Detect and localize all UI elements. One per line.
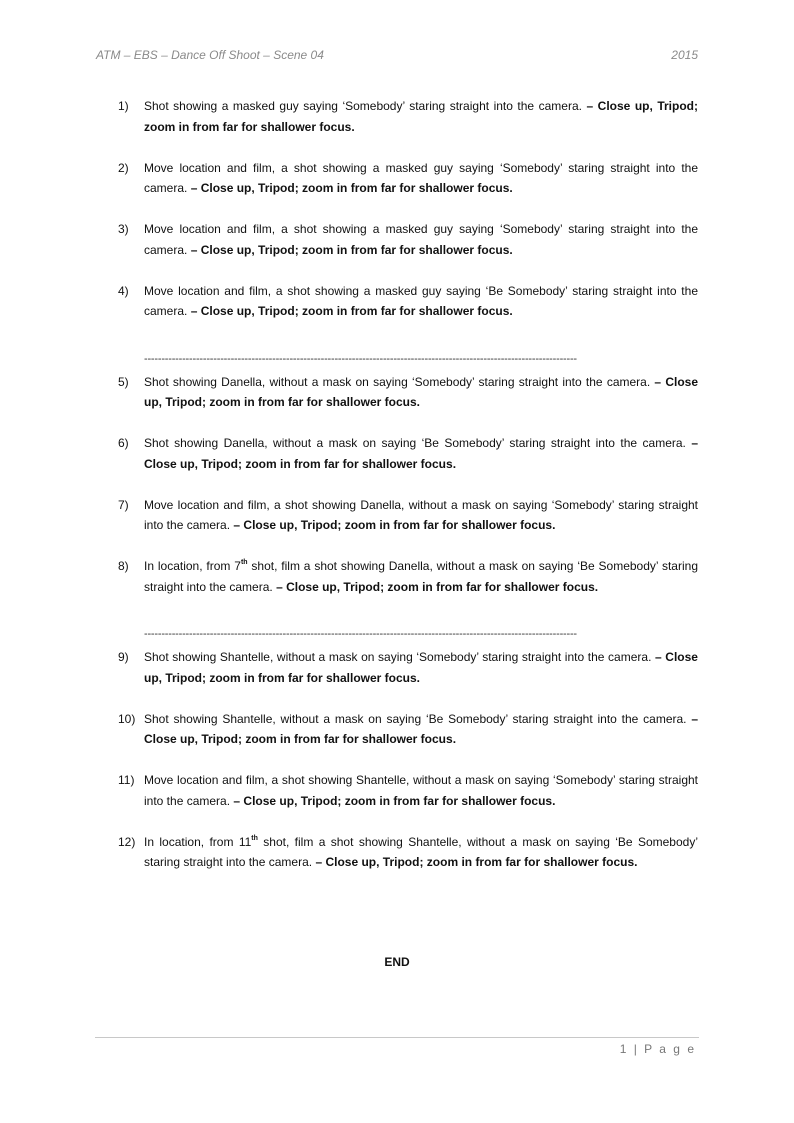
shot-spec: – Close up, Tripod; zoom in from far for shallower focus. xyxy=(276,579,599,594)
list-item xyxy=(118,372,698,413)
item-number: 6) xyxy=(118,436,129,450)
shot-spec: – Close up, Tripod; zoom in from far for shallower focus. xyxy=(190,242,513,257)
shot-spec: – Close up, Tripod; zoom in from far for shallower focus. xyxy=(190,181,513,195)
item-text: Shot showing Shantelle, without a mask on saying ‘Be Somebody’ staring straight into the camera. – Close up, Tripod; zoom in from far for shallower focus. xyxy=(144,711,698,746)
section-divider: ----------------------------------------------------------------------------------------------------------------------------- xyxy=(144,628,577,640)
section-divider: ----------------------------------------------------------------------------------------------------------------------------- xyxy=(144,352,577,365)
shot-spec: – Close up, Tripod; zoom in from far for shallower focus. xyxy=(233,518,556,532)
item-text: Move location and film, a shot showing Danella, without a mask on saying ‘Somebody’ staring straight into the camera. – Close up, Tripod; zoom in from far for shallower focus. xyxy=(144,497,698,532)
item-number: 7) xyxy=(118,497,129,512)
list-item xyxy=(118,556,698,597)
end-marker: END xyxy=(384,955,410,969)
list-item xyxy=(118,495,698,536)
list-item xyxy=(118,219,698,260)
page-header xyxy=(96,48,698,64)
item-text: In location, from 7th shot, film a shot showing Danella, without a mask on saying ‘Be Somebody’ staring straight into the camera. – Close up, Tripod; zoom in from far for shallower focus. xyxy=(144,559,698,594)
shot-spec: – Close up, Tripod; zoom in from far for shallower focus. xyxy=(144,711,698,746)
item-number: 2) xyxy=(118,160,129,175)
shot-spec: – Close up, Tripod; zoom in from far for shallower focus. xyxy=(144,374,698,409)
shot-spec: – Close up, Tripod; zoom in from far for shallower focus. xyxy=(144,99,698,134)
header-year: 2015 xyxy=(671,48,698,62)
item-number: 11) xyxy=(118,773,135,787)
list-item xyxy=(118,158,698,199)
shot-spec: – Close up, Tripod; zoom in from far for shallower focus. xyxy=(190,304,513,318)
shot-spec: – Close up, Tripod; zoom in from far for shallower focus. xyxy=(144,436,698,471)
item-number: 5) xyxy=(118,374,129,389)
item-number: 4) xyxy=(118,283,129,298)
item-number: 8) xyxy=(118,559,129,573)
item-number: 3) xyxy=(118,222,129,236)
list-item xyxy=(118,770,698,811)
item-text: Move location and film, a shot showing a masked guy saying ‘Somebody’ staring straight into the camera. – Close up, Tripod; zoom in from far for shallower focus. xyxy=(144,160,698,195)
item-text: Shot showing a masked guy saying ‘Somebody’ staring straight into the camera. – Close up, Tripod; zoom in from far for shallower focus. xyxy=(144,99,698,134)
header-title: ATM – EBS – Dance Off Shoot – Scene 04 xyxy=(96,48,324,62)
shot-spec: – Close up, Tripod; zoom in from far for shallower focus. xyxy=(233,793,556,808)
item-text: Shot showing Danella, without a mask on saying ‘Somebody’ staring straight into the camera. – Close up, Tripod; zoom in from far for shallower focus. xyxy=(144,374,698,409)
item-text: Move location and film, a shot showing a masked guy saying ‘Somebody’ staring straight into the camera. – Close up, Tripod; zoom in from far for shallower focus. xyxy=(144,222,698,257)
item-text: Shot showing Danella, without a mask on saying ‘Be Somebody’ staring straight into the camera. – Close up, Tripod; zoom in from far for shallower focus. xyxy=(144,436,698,471)
list-item xyxy=(118,832,698,873)
item-text: Move location and film, a shot showing a masked guy saying ‘Be Somebody’ staring straight into the camera. – Close up, Tripod; zoom in from far for shallower focus. xyxy=(144,283,698,318)
item-number: 9) xyxy=(118,650,129,664)
item-number: 1) xyxy=(118,99,129,113)
list-item xyxy=(118,433,698,474)
item-text: Shot showing Shantelle, without a mask on saying ‘Somebody’ staring straight into the camera. – Close up, Tripod; zoom in from far for shallower focus. xyxy=(144,650,698,685)
shot-list xyxy=(118,96,698,873)
page-number: 1 | P a g e xyxy=(619,1042,696,1056)
list-item xyxy=(118,96,698,137)
item-number: 12) xyxy=(118,834,136,849)
footer-divider xyxy=(95,1037,699,1038)
list-item xyxy=(118,709,698,750)
item-number: 10) xyxy=(118,711,136,726)
list-item xyxy=(118,281,698,322)
item-text: Move location and film, a shot showing Shantelle, without a mask on saying ‘Somebody’ staring straight into the camera. – Close up, Tripod; zoom in from far for shallower focus. xyxy=(144,773,698,808)
item-text: In location, from 11th shot, film a shot showing Shantelle, without a mask on saying ‘Be Somebody’ staring straight into the camera. – Close up, Tripod; zoom in from far for shallower focus. xyxy=(144,834,698,869)
shot-spec: – Close up, Tripod; zoom in from far for shallower focus. xyxy=(315,855,638,869)
list-item xyxy=(118,647,698,688)
shot-spec: – Close up, Tripod; zoom in from far for shallower focus. xyxy=(144,650,698,685)
